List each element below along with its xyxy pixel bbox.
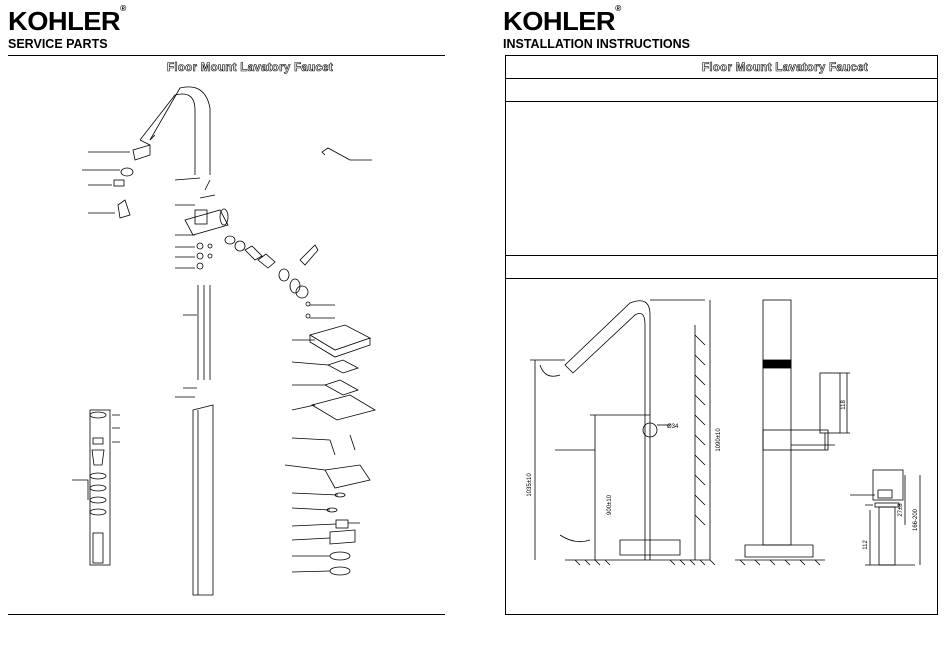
dimension-drawing (495, 285, 950, 615)
dim-drain-range: 166-200 (913, 508, 919, 532)
dim-overall-height: 1090±10 (716, 428, 722, 452)
divider (505, 255, 938, 256)
divider (505, 278, 938, 279)
page-title: Floor Mount Lavatory Faucet (167, 62, 333, 74)
dim-total-height: 1035±10 (527, 473, 533, 497)
dim-drain-offset: 27±8 (898, 503, 904, 517)
title-divider (505, 78, 938, 79)
page-title: Floor Mount Lavatory Faucet (702, 62, 868, 74)
service-parts-page (0, 0, 460, 660)
kohler-logo: KOHLER® (503, 4, 621, 36)
dim-pipe-diameter: Ø34 (667, 424, 679, 430)
exploded-parts-diagram (0, 60, 460, 620)
kohler-logo: KOHLER® (8, 4, 126, 36)
dim-drain-length: 112 (863, 540, 869, 550)
divider (505, 101, 938, 102)
section-heading: INSTALLATION INSTRUCTIONS (503, 37, 691, 51)
header-rule (8, 55, 445, 56)
footer-rule (8, 614, 445, 615)
installation-page (495, 0, 950, 660)
dim-outlet-height: 900±10 (607, 495, 613, 515)
section-heading: SERVICE PARTS (8, 37, 108, 51)
dim-handle-length: 118 (841, 400, 847, 410)
